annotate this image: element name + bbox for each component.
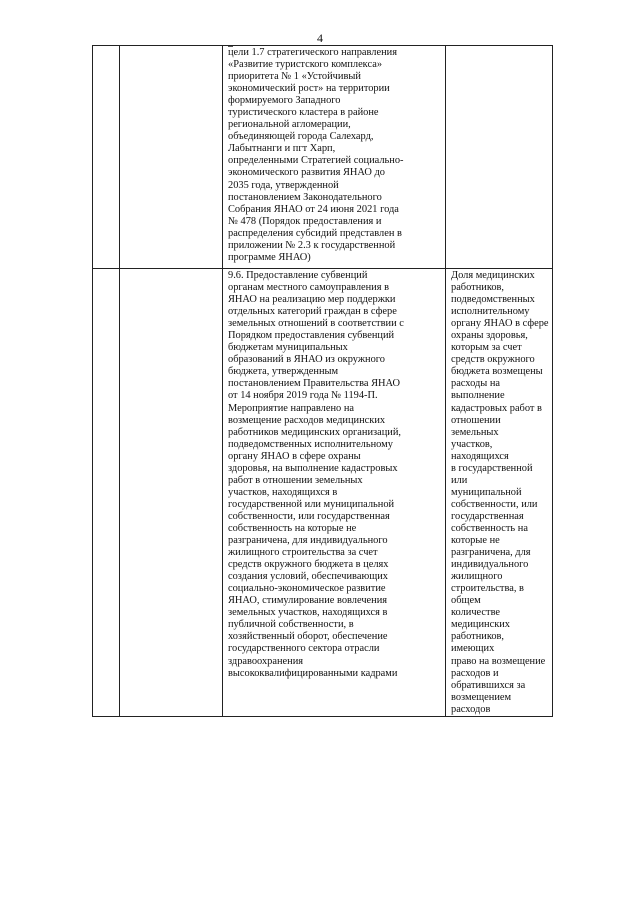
measure-description-text: 9.6. Предоставление субвенций органам местного самоуправления в ЯНАО на реализацию мер поддержки отдельных категорий граждан в сфере земельных отношений в соответствии с Порядком предоставления субвенций бюджетам муниципальных образований в ЯНАО из окружного бюджета, утвержденным постановлением Правительства ЯНАО от 14 ноября 2019 года № 1194-П. Мероприятие направлено на возмещение расходов медицинских работников медицинских организаций, подведомственных исполнительному органу ЯНАО в сфере охраны здоровья, на выполнение кадастровых работ в отношении земельных участков, находящихся в государственной или муниципальной собственности, или государственная собственность на которые не разграничена, для индивидуального жилищного строительства за счет средств окружного бюджета в целях создания условий, обеспечивающих социально-экономическое развитие ЯНАО, стимулирование вовлечения земельных участков, находящихся в публичной собственности, в хозяйственный оборот, обеспечение государственного сектора отрасли здравоохранения высококвалифицированными кадрами [228, 270, 404, 679]
table-cell-name [120, 269, 223, 717]
table-row [93, 269, 553, 717]
table-row [93, 46, 553, 269]
table-cell-measure-description [223, 269, 446, 717]
indicator-text: Доля медицинских работников, подведомственных исполнительному органу ЯНАО в сфере охраны здоровья, которым за счет средств окружного бюджета возмещены расходы на выполнение кадастровых работ в отношении земельных участков, находящихся в государственной или муниципальной собственности, или государственная собственность на которые не разграничена, для индивидуального жилищного строительства, в общем количестве медицинских работников, имеющих право на возмещение расходов и обратившихся за возмещением расходов [451, 270, 549, 715]
table-cell-number [93, 46, 120, 269]
table-cell-measure-description [223, 46, 446, 269]
table-cell-indicator [446, 46, 553, 269]
table-cell-indicator [446, 269, 553, 717]
measure-description-text: цели 1.7 стратегического направления «Развитие туристского комплекса» приоритета № 1 «Устойчивый экономический рост» на территории формируемого Западного туристического кластера в районе региональной агломерации, объединяющей города Салехард, Лабытнанги и пгт Харп, определенными Стратегией социально- экономического развития ЯНАО до 2035 года, утвержденной постановлением Законодательного Собрания ЯНАО от 24 июня 2021 года № 478 (Порядок предоставления и распределения субсидий представлен в приложении № 2.3 к государственной программе ЯНАО) [228, 47, 404, 263]
page-number: 4 [317, 31, 323, 45]
table-cell-name [120, 46, 223, 269]
table-cell-number [93, 269, 120, 717]
program-table [92, 45, 553, 717]
